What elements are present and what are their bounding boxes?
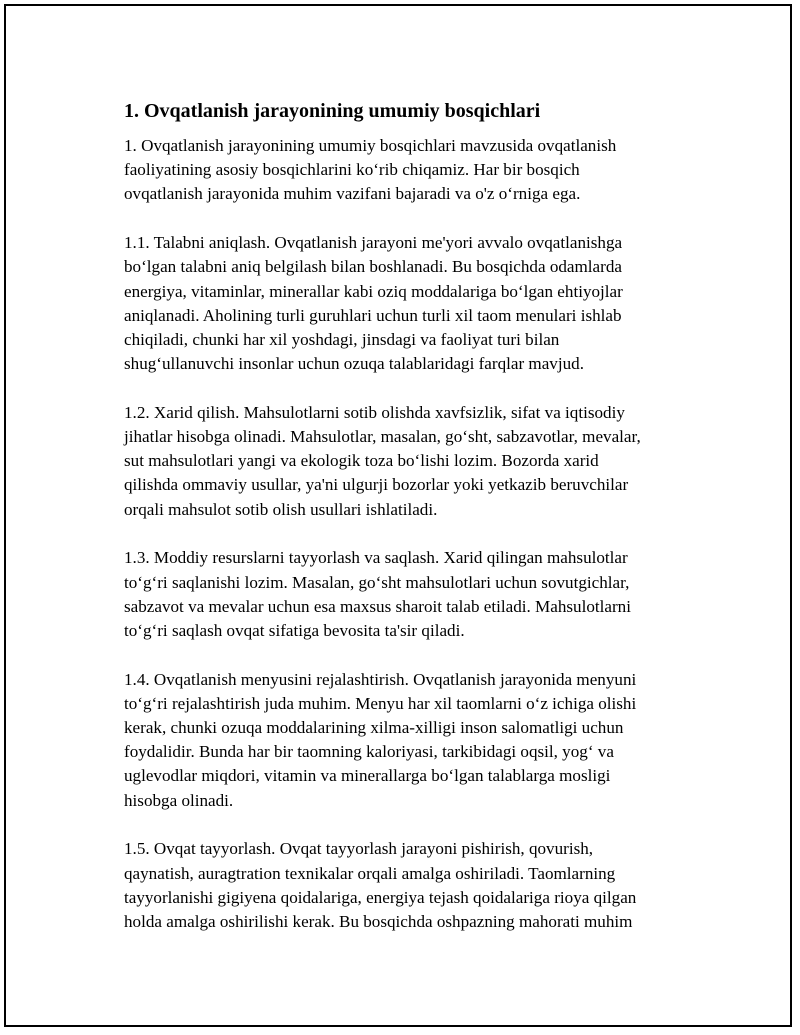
text-line: aniqlanadi. Aholining turli guruhlari uchun turli xil taom menulari ishlab bbox=[124, 305, 622, 325]
text-line: energiya, vitaminlar, minerallar kabi oziq moddalariga bo‘lgan ehtiyojlar bbox=[124, 281, 623, 301]
text-line: orqali mahsulot sotib olish usullari ishlatiladi. bbox=[124, 499, 438, 519]
text-line: ovqatlanish jarayonida muhim vazifani bajaradi va o'z o‘rniga ega. bbox=[124, 184, 581, 204]
text-line: qilishda ommaviy usullar, ya'ni ulgurji bozorlar yoki yetkazib beruvchilar bbox=[124, 475, 629, 495]
paragraph bbox=[124, 401, 704, 522]
paragraph-list bbox=[124, 134, 704, 934]
text-line: hisobga olinadi. bbox=[124, 790, 234, 810]
text-line: shug‘ullanuvchi insonlar uchun ozuqa talablaridagi farqlar mavjud. bbox=[124, 354, 584, 374]
text-line: jihatlar hisobga olinadi. Mahsulotlar, masalan, go‘sht, sabzavotlar, mevalar, bbox=[124, 427, 641, 447]
text-line: bo‘lgan talabni aniq belgilash bilan boshlanadi. Bu bosqichda odamlarda bbox=[124, 257, 622, 277]
paragraph bbox=[124, 231, 704, 376]
text-line: foydalidir. Bunda har bir taomning kaloriyasi, tarkibidagi oqsil, yog‘ va bbox=[124, 742, 614, 762]
paragraph bbox=[124, 837, 704, 934]
text-line: 1.5. Ovqat tayyorlash. Ovqat tayyorlash jarayoni pishirish, qovurish, bbox=[124, 839, 594, 859]
text-line: 1.4. Ovqatlanish menyusini rejalashtirish. Ovqatlanish jarayonida menyuni bbox=[124, 669, 637, 689]
text-line: tayyorlanishi gigiyena qoidalariga, energiya tejash qoidalariga rioya qilgan bbox=[124, 887, 637, 907]
document-body bbox=[124, 98, 704, 959]
section-heading: 1. Ovqatlanish jarayonining umumiy bosqichlari bbox=[124, 100, 541, 122]
paragraph bbox=[124, 668, 704, 813]
text-line: to‘g‘ri saqlanishi lozim. Masalan, go‘sht mahsulotlari uchun sovutgichlar, bbox=[124, 572, 630, 592]
text-line: uglevodlar miqdori, vitamin va minerallarga bo‘lgan talablarga mosligi bbox=[124, 766, 611, 786]
text-line: 1. Ovqatlanish jarayonining umumiy bosqichlari mavzusida ovqatlanish bbox=[124, 136, 617, 155]
text-line: qaynatish, auragtration texnikalar orqali amalga oshiriladi. Taomlarning bbox=[124, 863, 616, 883]
text-line: kerak, chunki ozuqa moddalarining xilma-xilligi inson salomatligi uchun bbox=[124, 718, 624, 738]
text-line: to‘g‘ri rejalashtirish juda muhim. Menyu har xil taomlarni o‘z ichiga olishi bbox=[124, 693, 637, 713]
page-frame bbox=[4, 4, 792, 1027]
text-line: 1.2. Xarid qilish. Mahsulotlarni sotib olishda xavfsizlik, sifat va iqtisodiy bbox=[124, 402, 625, 422]
text-line: chiqiladi, chunki har xil yoshdagi, jinsdagi va faoliyat turi bilan bbox=[124, 329, 560, 349]
text-line: sabzavot va mevalar uchun esa maxsus sharoit talab etiladi. Mahsulotlarni bbox=[124, 596, 631, 616]
text-line: sut mahsulotlari yangi va ekologik toza bo‘lishi lozim. Bozorda xarid bbox=[124, 451, 599, 471]
text-line: holda amalga oshirilishi kerak. Bu bosqichda oshpazning mahorati muhim bbox=[124, 911, 633, 931]
text-line: to‘g‘ri saqlash ovqat sifatiga bevosita ta'sir qiladi. bbox=[124, 620, 465, 640]
paragraph bbox=[124, 546, 704, 643]
text-line: 1.3. Moddiy resurslarni tayyorlash va saqlash. Xarid qilingan mahsulotlar bbox=[124, 548, 628, 568]
text-line: 1.1. Talabni aniqlash. Ovqatlanish jarayoni me'yori avvalo ovqatlanishga bbox=[124, 233, 623, 253]
paragraph bbox=[124, 134, 704, 207]
text-line: faoliyatining asosiy bosqichlarini ko‘rib chiqamiz. Har bir bosqich bbox=[124, 160, 580, 180]
